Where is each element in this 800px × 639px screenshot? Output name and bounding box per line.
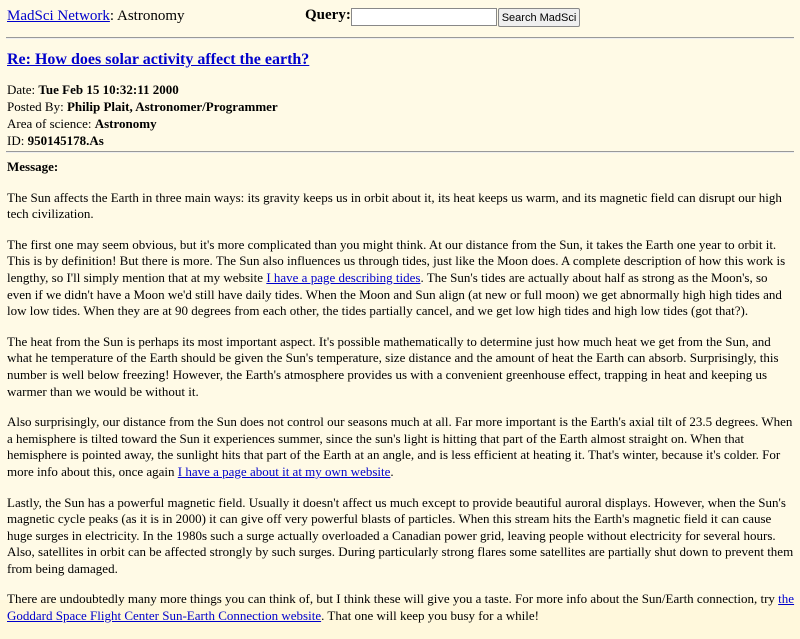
- breadcrumb-area: Astronomy: [117, 8, 185, 24]
- id-label: ID:: [7, 133, 28, 148]
- date-label: Date:: [7, 82, 39, 97]
- paragraph-3: The heat from the Sun is perhaps its most important aspect. It's possible mathematically to determine just how much heat we get from the Sun, and what he temperature of the Earth should be given the Sun's temperature, size distance and the amount of heat the Earth can absorb. Surprisingly, this number is well below freezing! However, the Earth's atmosphere provides us with a convenient greenhouse effect, trapping in heat and keeping us warmer than we would be without it.: [7, 333, 779, 399]
- area-value: Astronomy: [94, 116, 157, 131]
- paragraph-4-text-b: .: [390, 463, 394, 479]
- paragraph-6: [7, 591, 795, 624]
- title-link[interactable]: Re: How does solar activity affect the earth?: [7, 51, 310, 68]
- meta-posted-by: [7, 98, 278, 115]
- search-button[interactable]: Search MadSci: [498, 8, 580, 27]
- breadcrumb-separator: :: [109, 8, 117, 24]
- tides-page-link[interactable]: I have a page describing tides: [266, 269, 421, 285]
- paragraph-4: [7, 414, 795, 480]
- posted-by-label: Posted By:: [7, 99, 67, 114]
- paragraph-2-text-a: The first one may seem obvious, but it's more complicated than you might think. At our distance from the Sun, it takes the Earth one year to orbit it. This is by definition! But there is more. The Sun also influences us through tides, just like the Moon does. A complete description of how this work is lengthy, so I'll simply mention that at my website: [7, 236, 786, 285]
- search-input[interactable]: [351, 8, 497, 26]
- posted-by-value: Philip Plait, Astronomer/Programmer: [66, 99, 278, 114]
- meta-area: [7, 115, 278, 132]
- divider: [6, 37, 794, 39]
- seasons-page-link[interactable]: I have a page about it at my own website: [177, 463, 391, 479]
- goddard-sun-earth-link[interactable]: the Goddard Space Flight Center Sun-Earth Connection website: [7, 591, 795, 624]
- paragraph-4-text-a: Also surprisingly, our distance from the Sun does not control our seasons much at all. Far more important is the Earth's axial tilt of 23.5 degrees. When a hemisphere is tilted toward the Sun it experiences summer, since the sun's light is hitting that part of the Earth almost straight on. When that hemisphere is pointed away, the sunlight hits that part of the Earth at an angle, and is less efficient at heating it. That's winter, because it's colder. For more info about this, once again: [7, 414, 793, 479]
- page-title: [7, 51, 309, 69]
- area-label: Area of science:: [7, 116, 95, 131]
- query-label: Query:: [305, 7, 351, 23]
- message-label: Message:: [7, 159, 59, 174]
- message-body: [7, 159, 795, 639]
- id-value: 950145178.As: [27, 133, 104, 148]
- meta-id: [7, 132, 278, 149]
- paragraph-1: The Sun affects the Earth in three main ways: its gravity keeps us in orbit about it, its heat keeps us warm, and its magnetic field can disrupt our high tech civilization.: [7, 189, 782, 222]
- top-bar: [0, 0, 800, 34]
- post-meta: [7, 81, 278, 149]
- date-value: Tue Feb 15 10:32:11 2000: [38, 82, 179, 97]
- paragraph-2-text-b: . The Sun's tides are actually about half as strong as the Moon's, so even if we didn't have a Moon we'd still have daily tides. When the Moon and Sun align (at new or full moon) we get abnormally high high tides and low low tides. When they are at 90 degrees from each other, the tides partially cancel, and we get low high tides and high low tides (got that?).: [7, 269, 782, 319]
- paragraph-6-text-a: There are undoubtedly many more things you can think of, but I think these will give you a taste. For more info about the Sun/Earth connection, try: [7, 591, 779, 607]
- site-breadcrumb: [7, 8, 185, 25]
- paragraph-2: [7, 237, 795, 320]
- meta-date: [7, 81, 278, 98]
- paragraph-5: Lastly, the Sun has a powerful magnetic field. Usually it doesn't affect us much except to provide beautiful auroral displays. However, when the Sun's magnetic cycle peaks (as it is in 2000) it can give off very powerful blasts of particles. When this stream hits the Earth's magnetic field it can cause huge surges in electricity. In the 1980s such a surge actually overloaded a Canadian power grid, leaving people without electricity for several hours. Also, satellites in orbit can be affected strongly by such surges. During particularly strong flares some satellites are partially shut down to prevent them from being damaged.: [7, 494, 794, 576]
- paragraph-6-text-b: . That one will keep you busy for a while!: [321, 608, 539, 624]
- divider: [6, 151, 794, 153]
- madsci-network-link[interactable]: MadSci Network: [7, 8, 110, 24]
